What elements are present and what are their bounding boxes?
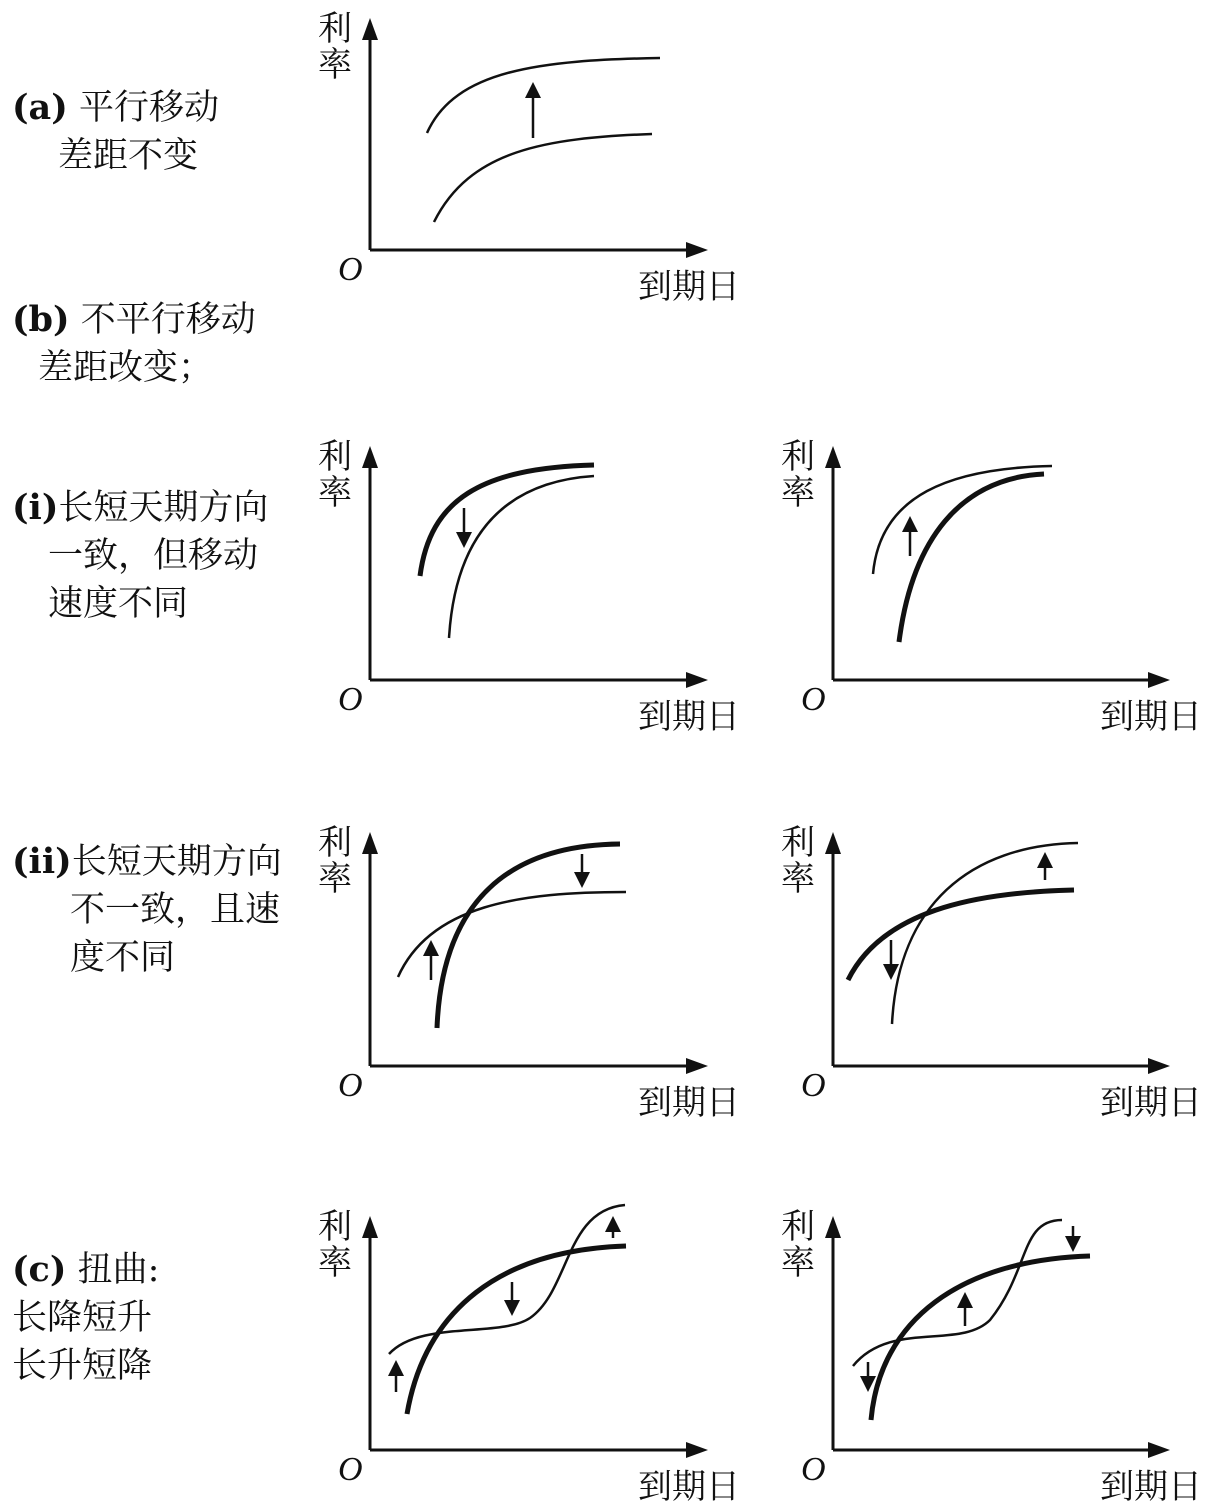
y-axis-label-2: 率 <box>781 1243 815 1283</box>
up-arrow-icon <box>957 1292 973 1326</box>
thin-yield-curve <box>873 466 1052 574</box>
axes <box>825 832 1170 1074</box>
x-axis-arrowhead <box>686 1442 708 1458</box>
x-axis-label: 到期日 <box>638 1083 740 1123</box>
thin-yield-curve <box>892 843 1078 1024</box>
thin-yield-curve <box>434 134 652 222</box>
thick-yield-curve <box>407 1246 626 1414</box>
down-arrow-icon <box>883 940 899 980</box>
y-axis-label-1: 利 <box>318 823 352 863</box>
y-axis-arrowhead <box>825 446 841 468</box>
axes <box>362 18 708 258</box>
up-arrow-icon <box>388 1360 404 1392</box>
axes <box>362 446 708 688</box>
y-axis-label-1: 利 <box>318 1207 352 1247</box>
y-axis-arrowhead <box>362 832 378 854</box>
y-axis-label-2: 率 <box>781 473 815 513</box>
label-b-line1: 不平行移动 <box>80 300 256 340</box>
up-arrow-icon <box>605 1216 621 1238</box>
label-c-marker: (c) <box>12 1249 67 1290</box>
up-arrow-icon <box>423 940 439 980</box>
down-arrow-icon <box>1065 1226 1081 1252</box>
y-axis-label-2: 率 <box>781 859 815 899</box>
label-b-ii-line3: 度不同 <box>70 938 176 978</box>
up-arrow-icon <box>525 82 541 138</box>
down-arrow-icon <box>574 854 590 888</box>
down-arrow-icon <box>504 1282 520 1316</box>
panel-b-ii-l <box>318 823 740 1123</box>
up-arrow-icon <box>1037 852 1053 880</box>
label-b-i-line2: 一致，但移动 <box>48 536 259 576</box>
y-axis-arrowhead <box>362 446 378 468</box>
panel-b-i-r <box>781 437 1202 737</box>
y-axis-arrowhead <box>362 18 378 40</box>
thin-yield-curve <box>427 58 660 133</box>
x-axis-arrowhead <box>1148 1058 1170 1074</box>
x-axis-arrowhead <box>686 1058 708 1074</box>
y-axis-arrowhead <box>362 1216 378 1238</box>
x-axis-label: 到期日 <box>1100 1467 1202 1507</box>
panel-c-r <box>781 1207 1202 1507</box>
thick-yield-curve <box>871 1256 1090 1420</box>
y-axis-label-1: 利 <box>318 437 352 477</box>
thick-yield-curve <box>848 890 1074 980</box>
label-c-line1: 扭曲: <box>77 1250 160 1290</box>
x-axis-label: 到期日 <box>1100 697 1202 737</box>
y-axis-label-1: 利 <box>781 823 815 863</box>
x-axis-label: 到期日 <box>1100 1083 1202 1123</box>
y-axis-label-2: 率 <box>318 45 352 85</box>
label-b-i-line3: 速度不同 <box>48 584 189 624</box>
label-a-marker: (a) <box>12 87 68 128</box>
label-c-line2: 长降短升 <box>12 1298 153 1338</box>
thin-yield-curve <box>389 1205 625 1354</box>
origin-label: O <box>801 681 826 718</box>
axes <box>362 1216 708 1458</box>
y-axis-arrowhead <box>825 832 841 854</box>
thick-yield-curve <box>899 474 1044 642</box>
label-a-line1: 平行移动 <box>78 88 219 128</box>
panel-b-ii-r <box>781 823 1202 1123</box>
y-axis-label-1: 利 <box>318 9 352 49</box>
origin-label: O <box>338 1451 363 1488</box>
panel-a <box>318 9 740 307</box>
y-axis-label-2: 率 <box>318 859 352 899</box>
x-axis-arrowhead <box>1148 672 1170 688</box>
thick-yield-curve <box>437 844 620 1028</box>
x-axis-arrowhead <box>1148 1442 1170 1458</box>
label-b-ii-marker: (ii) <box>12 841 72 882</box>
label-b-ii-line1: 长短天期方向 <box>71 842 282 882</box>
label-b-i-marker: (i) <box>12 487 59 528</box>
panel-b-i-l <box>318 437 740 737</box>
label-b-line2: 差距改变； <box>38 348 214 388</box>
axes <box>825 1216 1170 1458</box>
y-axis-label-1: 利 <box>781 1207 815 1247</box>
origin-label: O <box>338 681 363 718</box>
label-c-line3: 长升短降 <box>12 1346 153 1386</box>
thick-yield-curve <box>420 465 594 576</box>
x-axis-label: 到期日 <box>638 267 740 307</box>
origin-label: O <box>801 1067 826 1104</box>
label-b-i-line1: 长短天期方向 <box>58 488 269 528</box>
x-axis-arrowhead <box>686 672 708 688</box>
panel-c-l <box>318 1205 740 1507</box>
x-axis-label: 到期日 <box>638 697 740 737</box>
origin-label: O <box>338 251 363 288</box>
y-axis-label-1: 利 <box>781 437 815 477</box>
y-axis-label-2: 率 <box>318 473 352 513</box>
down-arrow-icon <box>860 1362 876 1392</box>
origin-label: O <box>801 1451 826 1488</box>
origin-label: O <box>338 1067 363 1104</box>
y-axis-label-2: 率 <box>318 1243 352 1283</box>
y-axis-arrowhead <box>825 1216 841 1238</box>
label-b-ii-line2: 不一致，且速 <box>70 890 281 930</box>
label-b-marker: (b) <box>12 299 70 340</box>
x-axis-label: 到期日 <box>638 1467 740 1507</box>
thin-yield-curve <box>853 1220 1062 1366</box>
up-arrow-icon <box>902 516 918 556</box>
x-axis-arrowhead <box>686 242 708 258</box>
label-a-line2: 差距不变 <box>58 136 199 176</box>
thin-yield-curve <box>449 476 594 638</box>
down-arrow-icon <box>456 508 472 548</box>
